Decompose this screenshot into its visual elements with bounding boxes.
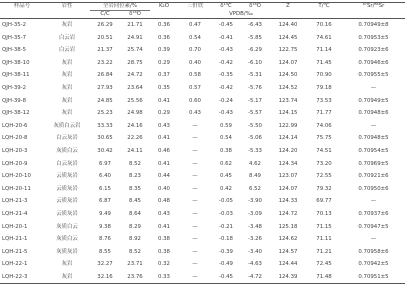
table-cell: QJH-38-10: [2, 59, 30, 66]
header-row-2: [0, 11, 405, 19]
table-cell: QJH-38-12: [2, 110, 30, 117]
header-t: T/℃: [306, 3, 342, 11]
header-isotope-unit: VPDB/‰: [212, 11, 270, 19]
table-cell: 9.38: [98, 223, 111, 230]
table-cell: LQH-20-10: [2, 173, 31, 180]
table-cell: 79.18: [316, 84, 332, 91]
table-cell: -3.90: [248, 198, 262, 205]
table-cell: 25.56: [127, 97, 143, 104]
header-isotope-c: δ¹³C: [212, 3, 240, 11]
table-row: [0, 158, 405, 171]
table-cell: -3.09: [248, 210, 262, 217]
table-cell: 124.45: [278, 34, 298, 41]
table-cell: 0.44: [157, 173, 170, 180]
table-cell: 0.57: [188, 84, 201, 91]
table-cell: 0.38: [219, 147, 232, 154]
table-cell: 0.70923±6: [358, 47, 389, 54]
table-cell: -0.49: [219, 261, 233, 268]
table-cell: LQH-22-3: [0, 271, 44, 284]
table-cell: —: [192, 173, 198, 180]
table-cell: 0.41: [157, 97, 170, 104]
table-cell: LQH-20-8: [2, 135, 28, 142]
table-cell: 0.60: [188, 97, 201, 104]
table-cell: 70.13: [316, 210, 332, 217]
table-cell: 0.39: [157, 47, 170, 54]
table-cell: —: [370, 84, 377, 91]
table-cell: 白云岩: [58, 47, 76, 54]
table-cell: —: [370, 122, 377, 129]
table-row: [0, 258, 405, 271]
table-cell: 6.15: [98, 185, 111, 192]
table-cell: 24.91: [127, 34, 143, 41]
table-cell: LQH-20-9: [2, 160, 28, 167]
table-row: [0, 69, 405, 82]
table-cell: 124.52: [278, 84, 298, 91]
table-cell: —: [192, 236, 198, 243]
table-row: [0, 107, 405, 120]
table-cell: 0.54: [188, 34, 201, 41]
table-cell: -3.40: [248, 248, 262, 255]
table-row: [0, 19, 405, 32]
table-cell: 123.07: [278, 173, 298, 180]
table-cell: 71.48: [306, 271, 342, 284]
table-cell: 124.33: [278, 198, 298, 205]
table-cell: 0.48: [157, 198, 170, 205]
table-cell: 74.06: [316, 122, 332, 129]
table-cell: 72.55: [316, 173, 332, 180]
table-cell: 124.15: [278, 110, 298, 117]
table-cell: 72.45: [316, 261, 332, 268]
table-row: [0, 246, 405, 259]
table-cell: 0.41: [157, 160, 170, 167]
table-cell: QJH-38-11: [2, 72, 30, 79]
table-row: [0, 233, 405, 246]
table-cell: 0.70937±6: [358, 210, 389, 217]
table-cell: 灰质白云: [56, 223, 78, 230]
header-row-1: [0, 3, 405, 11]
table-cell: 32.27: [97, 261, 113, 268]
table-cell: 0.70949±5: [358, 97, 389, 104]
table-cell: 70.90: [316, 72, 332, 79]
table-cell: 75.75: [316, 135, 332, 142]
table-cell: 21.71: [127, 22, 143, 28]
table-cell: -5.85: [248, 34, 262, 41]
table-cell: 123.74: [278, 97, 298, 104]
table-cell: 0.46: [157, 147, 170, 154]
table-cell: 0.41: [157, 223, 170, 230]
table-cell: 79.32: [316, 185, 332, 192]
table-cell: 71.14: [316, 47, 332, 54]
table-cell: -5.33: [248, 147, 262, 154]
table-cell: 25.23: [97, 110, 113, 117]
header-k2o: K₂O: [150, 3, 178, 11]
table-cell: 24.98: [127, 110, 143, 117]
table-cell: 灰岩: [61, 22, 73, 28]
table-cell: -5.57: [248, 110, 262, 117]
table-cell: 0.59: [219, 122, 232, 129]
table-cell: 23.22: [97, 59, 113, 66]
table-cell: -0.45: [212, 271, 240, 284]
table-cell: —: [178, 271, 212, 284]
table-row: [0, 145, 405, 158]
table-cell: 0.43: [157, 210, 170, 217]
table-cell: 33.33: [97, 122, 113, 129]
table-cell: 32.16: [90, 271, 120, 284]
table-cell: 0.62: [219, 160, 232, 167]
table-row: [0, 132, 405, 145]
table-cell: 21.37: [97, 47, 113, 54]
table-row: [0, 120, 405, 133]
table-cell: 8.55: [98, 248, 111, 255]
table-cell: 24.16: [127, 122, 143, 129]
table-cell: —: [192, 210, 198, 217]
table-cell: 云质灰岩: [56, 185, 78, 192]
table-cell: -0.18: [219, 236, 233, 243]
table-row: [0, 183, 405, 196]
table-cell: LQH-20-1: [2, 223, 28, 230]
table-cell: —: [370, 236, 377, 243]
table-cell: -0.39: [219, 248, 233, 255]
table-cell: -0.43: [219, 47, 233, 54]
table-cell: —: [192, 223, 198, 230]
table-cell: 0.36: [157, 34, 170, 41]
table-cell: QJH-35-7: [2, 34, 27, 41]
table-row: [0, 221, 405, 234]
table-cell: 73.20: [316, 160, 332, 167]
table-cell: 8.64: [128, 210, 141, 217]
table-cell: -5.06: [248, 135, 262, 142]
table-cell: 灰质白云: [56, 236, 78, 243]
table-cell: LQH-20-6: [2, 122, 28, 129]
table-cell: 灰质白云岩: [53, 122, 81, 129]
table-cell: -0.21: [219, 223, 233, 230]
table-cell: 0.70: [188, 47, 201, 54]
table-cell: -0.42: [219, 59, 233, 66]
data-table: [0, 2, 405, 284]
table-cell: 0.37: [157, 72, 170, 79]
table-cell: 124.57: [278, 248, 298, 255]
table-cell: -5.31: [248, 72, 262, 79]
table-cell: -6.43: [248, 22, 262, 28]
table-cell: 0.36: [157, 22, 170, 28]
table-cell: LQH-21-1: [2, 236, 28, 243]
table-cell: 0.70950±6: [358, 185, 389, 192]
table-cell: 0.70969±5: [358, 160, 389, 167]
table-cell: 灰岩: [61, 84, 73, 91]
table-cell: 73.53: [316, 97, 332, 104]
table-cell: -6.10: [248, 59, 262, 66]
table-cell: 8.76: [98, 236, 111, 243]
header-c-left: C/C: [90, 11, 120, 19]
table-cell: 0.45: [219, 173, 232, 180]
table-cell: 0.70942±5: [358, 261, 389, 268]
table-cell: 灰岩: [61, 110, 73, 117]
table-cell: -0.05: [219, 198, 233, 205]
table-cell: 灰岩: [61, 72, 73, 79]
table-cell: 灰岩: [44, 271, 90, 284]
table-cell: 0.40: [188, 59, 201, 66]
table-cell: 70.16: [316, 22, 332, 28]
table-cell: LQH-22-1: [2, 261, 28, 268]
table-cell: 124.72: [278, 210, 298, 217]
table-cell: -5.76: [248, 84, 262, 91]
table-cell: 124.40: [278, 22, 298, 28]
table-cell: 124.07: [278, 59, 298, 66]
table-row: [0, 57, 405, 70]
table-cell: 6.52: [248, 185, 261, 192]
table-cell: 0.70958±6: [358, 248, 389, 255]
table-cell: 8.52: [128, 160, 141, 167]
table-cell: 灰岩: [61, 59, 73, 66]
table-cell: 0.32: [157, 261, 170, 268]
table-cell: 71.45: [316, 59, 332, 66]
table-cell: 23.64: [127, 84, 143, 91]
table-cell: 24.72: [127, 72, 143, 79]
table-cell: -3.48: [248, 223, 262, 230]
table-cell: LQH-21-5: [2, 248, 28, 255]
table-cell: QJH-35-2: [2, 22, 27, 28]
table-cell: -0.45: [219, 22, 233, 28]
table-cell: 0.70948±5: [358, 135, 389, 142]
table-cell: 24.85: [97, 97, 113, 104]
table-cell: 0.42: [219, 185, 232, 192]
table-cell: 灰岩: [61, 261, 73, 268]
table-cell: -0.24: [219, 97, 233, 104]
table-cell: 25.74: [127, 47, 143, 54]
table-cell: 0.38: [157, 248, 170, 255]
table-cell: 0.70953±5: [358, 34, 389, 41]
table-cell: 8.49: [248, 173, 261, 180]
table-cell: QJH-38-5: [2, 47, 27, 54]
table-cell: 30.65: [97, 135, 113, 142]
table-cell: 27.93: [97, 84, 113, 91]
table-cell: 云质灰岩: [56, 198, 78, 205]
table-cell: 0.70946±6: [358, 59, 389, 66]
table-row: [0, 170, 405, 183]
table-cell: 4.62: [248, 160, 261, 167]
table-cell: 0.70955±5: [358, 72, 389, 79]
table-row: [0, 82, 405, 95]
table-cell: 8.23: [128, 173, 141, 180]
table-cell: 74.61: [316, 34, 332, 41]
table-row: [0, 195, 405, 208]
table-cell: —: [192, 147, 198, 154]
header-group: 全岩同位素/%: [90, 3, 150, 11]
table-cell: 0.70954±5: [358, 147, 389, 154]
table-cell: -0.03: [219, 210, 233, 217]
table-cell: 30.42: [97, 147, 113, 154]
table-row: [0, 208, 405, 221]
table-row: [0, 32, 405, 45]
header-c-right: δ¹⁸O: [120, 11, 150, 19]
table-cell: LQH-20-3: [2, 147, 28, 154]
table-cell: 26.84: [97, 72, 113, 79]
table-cell: 124.44: [278, 261, 298, 268]
table-cell: 23.76: [120, 271, 150, 284]
table-cell: 0.47: [188, 22, 201, 28]
table-cell: 69.77: [316, 198, 332, 205]
table-cell: 0.33: [150, 271, 178, 284]
table-cell: -0.35: [219, 72, 233, 79]
table-cell: 0.29: [157, 59, 170, 66]
table-cell: 8.45: [128, 198, 141, 205]
table-cell: 8.29: [128, 223, 141, 230]
table-cell: QJH-39-2: [2, 84, 27, 91]
table-cell: —: [192, 122, 198, 129]
header-fe2o3: 三价铁: [178, 3, 212, 11]
table-cell: 云质灰岩: [56, 173, 78, 180]
table-cell: 0.70921±6: [358, 173, 389, 180]
table-cell: LQH-20-11: [2, 185, 31, 192]
table-cell: 71.11: [316, 236, 332, 243]
table-cell: 26.29: [97, 22, 113, 28]
table-cell: 0.41: [157, 135, 170, 142]
table-cell: 0.70949±8: [358, 22, 389, 28]
table-cell: 0.35: [157, 84, 170, 91]
table-cell: 71.15: [316, 223, 332, 230]
table-body: [0, 19, 405, 284]
table-cell: -0.42: [219, 84, 233, 91]
table-cell: —: [192, 248, 198, 255]
table-cell: 22.26: [127, 135, 143, 142]
table-cell: 0.70951±5: [342, 271, 405, 284]
table-cell: 9.49: [98, 210, 111, 217]
table-cell: QJH-39-8: [2, 97, 27, 104]
table-cell: —: [192, 261, 198, 268]
table-cell: -0.43: [219, 110, 233, 117]
table-cell: 124.34: [278, 160, 298, 167]
table-cell: 0.54: [219, 135, 232, 142]
table-row: [0, 271, 405, 284]
table-cell: 灰质灰岩: [56, 248, 78, 255]
table-cell: —: [192, 185, 198, 192]
table-cell: -4.63: [248, 261, 262, 268]
table-cell: 0.43: [188, 110, 201, 117]
header-isotope-o: δ¹⁸O: [240, 3, 270, 11]
table-cell: LQH-21-3: [2, 198, 28, 205]
table-cell: 124.39: [270, 271, 306, 284]
table-cell: 0.70948±6: [358, 110, 389, 117]
table-cell: 122.75: [278, 47, 298, 54]
table-cell: 124.20: [278, 147, 298, 154]
table-row: [0, 95, 405, 108]
table-cell: 白云灰岩: [56, 135, 78, 142]
table-cell: LQH-21-4: [2, 210, 28, 217]
table-cell: 23.71: [127, 261, 143, 268]
table-cell: 124.14: [278, 135, 298, 142]
table-cell: 124.07: [278, 185, 298, 192]
header-lithology: 岩性: [44, 3, 90, 11]
header-sr: ⁸⁷Sr/⁸⁶Sr: [342, 3, 405, 11]
table-cell: 0.40: [157, 185, 170, 192]
table-cell: 124.50: [278, 72, 298, 79]
table-cell: 24.11: [127, 147, 143, 154]
table-cell: 6.40: [98, 173, 111, 180]
table-cell: 8.35: [128, 185, 141, 192]
table-cell: -4.72: [240, 271, 270, 284]
table-cell: 0.70947±5: [358, 223, 389, 230]
table-cell: 124.62: [278, 236, 298, 243]
table-cell: 灰岩: [61, 97, 73, 104]
table-cell: 云质灰岩: [56, 210, 78, 217]
table-cell: 0.29: [157, 110, 170, 117]
table-cell: 灰质白云: [56, 147, 78, 154]
table-cell: 74.51: [316, 147, 332, 154]
table-cell: 122.99: [278, 122, 298, 129]
table-cell: 6.97: [98, 160, 111, 167]
table-cell: -5.17: [248, 97, 262, 104]
table-cell: 8.92: [128, 236, 141, 243]
table-cell: —: [370, 198, 377, 205]
table-cell: 白云岩: [58, 34, 76, 41]
table-row: [0, 44, 405, 57]
table-cell: 28.75: [127, 59, 143, 66]
table-cell: -5.50: [248, 122, 262, 129]
table-cell: —: [192, 135, 198, 142]
table-cell: 0.58: [188, 72, 201, 79]
table-cell: 白云灰岩: [56, 160, 78, 167]
table-cell: 71.77: [316, 110, 332, 117]
table-cell: 8.52: [128, 248, 141, 255]
table-cell: -6.29: [248, 47, 262, 54]
table-cell: 0.43: [157, 122, 170, 129]
table-cell: 125.18: [278, 223, 298, 230]
table-cell: 71.21: [316, 248, 332, 255]
header-z: Z: [270, 3, 306, 11]
table-cell: 6.87: [98, 198, 111, 205]
table-cell: —: [192, 198, 198, 205]
table-cell: 20.51: [97, 34, 113, 41]
header-sample: 样品号: [0, 3, 44, 11]
table-cell: —: [192, 160, 198, 167]
table-cell: -3.26: [248, 236, 262, 243]
table-cell: -0.41: [219, 34, 233, 41]
table-cell: 0.38: [157, 236, 170, 243]
